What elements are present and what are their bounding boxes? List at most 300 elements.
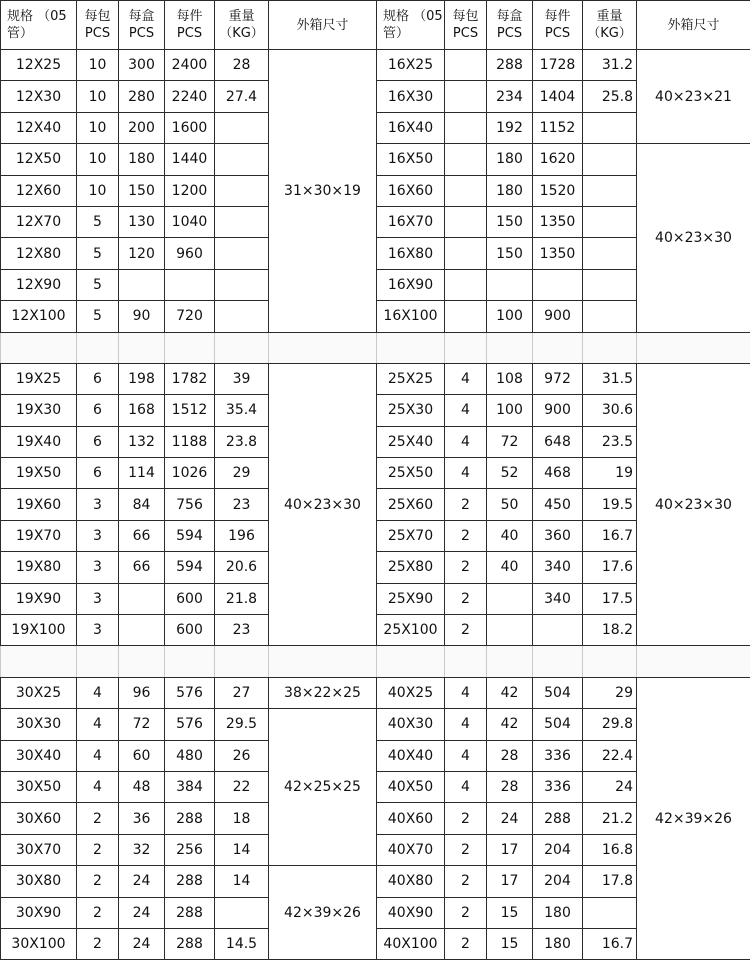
- separator-cell: [533, 332, 583, 363]
- per-box-cell: 168: [119, 395, 165, 426]
- weight-cell: 23.8: [215, 426, 269, 457]
- spec-cell: 30X40: [1, 740, 77, 771]
- per-box-cell: 120: [119, 238, 165, 269]
- per-pack-cell: [445, 175, 487, 206]
- header-per-pack: 每包PCS: [445, 1, 487, 50]
- weight-cell: 19.5: [583, 489, 637, 520]
- carton-size-cell: 31×30×19: [269, 50, 377, 333]
- separator-cell: [445, 646, 487, 677]
- spec-cell: 16X60: [377, 175, 445, 206]
- per-pack-cell: 2: [445, 866, 487, 897]
- weight-cell: 22: [215, 771, 269, 802]
- weight-cell: 27: [215, 677, 269, 708]
- separator-cell: [77, 646, 119, 677]
- per-pack-cell: 4: [445, 458, 487, 489]
- separator-cell: [165, 332, 215, 363]
- per-box-cell: 150: [487, 206, 533, 237]
- separator-row: [1, 646, 750, 677]
- per-carton-cell: 288: [533, 803, 583, 834]
- separator-cell: [637, 332, 750, 363]
- separator-cell: [487, 332, 533, 363]
- per-carton-cell: [533, 269, 583, 300]
- per-carton-cell: 204: [533, 866, 583, 897]
- per-carton-cell: 288: [165, 928, 215, 959]
- per-carton-cell: 648: [533, 426, 583, 457]
- per-box-cell: 90: [119, 301, 165, 332]
- per-box-cell: [119, 615, 165, 646]
- separator-cell: [377, 646, 445, 677]
- per-pack-cell: 2: [445, 489, 487, 520]
- per-box-cell: 96: [119, 677, 165, 708]
- spec-cell: 25X80: [377, 552, 445, 583]
- per-box-cell: 24: [487, 803, 533, 834]
- weight-cell: 23.5: [583, 426, 637, 457]
- weight-cell: 14: [215, 834, 269, 865]
- per-carton-cell: 1782: [165, 363, 215, 394]
- separator-cell: [165, 646, 215, 677]
- spec-cell: 25X100: [377, 615, 445, 646]
- weight-cell: 29: [215, 458, 269, 489]
- per-box-cell: 132: [119, 426, 165, 457]
- per-carton-cell: 480: [165, 740, 215, 771]
- per-box-cell: 52: [487, 458, 533, 489]
- spec-cell: 16X30: [377, 81, 445, 112]
- separator-row: [1, 332, 750, 363]
- per-carton-cell: 1404: [533, 81, 583, 112]
- per-box-cell: 40: [487, 520, 533, 551]
- per-pack-cell: 2: [445, 520, 487, 551]
- per-box-cell: 72: [487, 426, 533, 457]
- per-carton-cell: 960: [165, 238, 215, 269]
- weight-cell: 14: [215, 866, 269, 897]
- per-carton-cell: 600: [165, 615, 215, 646]
- per-carton-cell: 1440: [165, 144, 215, 175]
- per-pack-cell: 2: [77, 866, 119, 897]
- spec-cell: 40X90: [377, 897, 445, 928]
- per-box-cell: 192: [487, 112, 533, 143]
- header-per-box: 每盒PCS: [487, 1, 533, 50]
- weight-cell: 26: [215, 740, 269, 771]
- per-carton-cell: 2240: [165, 81, 215, 112]
- per-box-cell: 24: [119, 928, 165, 959]
- per-pack-cell: 2: [445, 897, 487, 928]
- spec-cell: 19X25: [1, 363, 77, 394]
- weight-cell: 22.4: [583, 740, 637, 771]
- spec-cell: 25X40: [377, 426, 445, 457]
- per-box-cell: 66: [119, 552, 165, 583]
- per-box-cell: [487, 269, 533, 300]
- per-pack-cell: 5: [77, 238, 119, 269]
- per-pack-cell: 3: [77, 520, 119, 551]
- per-carton-cell: 1728: [533, 50, 583, 81]
- per-pack-cell: 2: [445, 552, 487, 583]
- weight-cell: 21.2: [583, 803, 637, 834]
- separator-cell: [215, 646, 269, 677]
- per-pack-cell: [445, 206, 487, 237]
- per-pack-cell: 10: [77, 50, 119, 81]
- per-carton-cell: 340: [533, 583, 583, 614]
- per-box-cell: 28: [487, 771, 533, 802]
- weight-cell: 19: [583, 458, 637, 489]
- weight-cell: [583, 144, 637, 175]
- per-box-cell: 24: [119, 897, 165, 928]
- per-carton-cell: 1152: [533, 112, 583, 143]
- weight-cell: 24: [583, 771, 637, 802]
- weight-cell: 18: [215, 803, 269, 834]
- weight-cell: 30.6: [583, 395, 637, 426]
- per-box-cell: 108: [487, 363, 533, 394]
- weight-cell: [215, 144, 269, 175]
- spec-cell: 30X60: [1, 803, 77, 834]
- spec-cell: 12X30: [1, 81, 77, 112]
- per-box-cell: 198: [119, 363, 165, 394]
- per-carton-cell: 1512: [165, 395, 215, 426]
- per-box-cell: 42: [487, 677, 533, 708]
- per-carton-cell: 336: [533, 740, 583, 771]
- weight-cell: 16.7: [583, 520, 637, 551]
- weight-cell: 16.8: [583, 834, 637, 865]
- per-carton-cell: 972: [533, 363, 583, 394]
- weight-cell: [215, 301, 269, 332]
- separator-cell: [1, 332, 77, 363]
- per-carton-cell: 756: [165, 489, 215, 520]
- weight-cell: 29.5: [215, 709, 269, 740]
- per-carton-cell: [165, 269, 215, 300]
- per-pack-cell: 10: [77, 144, 119, 175]
- per-carton-cell: 900: [533, 395, 583, 426]
- per-pack-cell: [445, 112, 487, 143]
- per-carton-cell: 594: [165, 520, 215, 551]
- spec-cell: 19X60: [1, 489, 77, 520]
- table-row: [1, 363, 750, 394]
- spec-cell: 30X25: [1, 677, 77, 708]
- header-spec: 规格 （05管）: [1, 1, 77, 50]
- per-pack-cell: [445, 144, 487, 175]
- per-box-cell: 40: [487, 552, 533, 583]
- spec-cell: 19X40: [1, 426, 77, 457]
- per-pack-cell: 2: [77, 834, 119, 865]
- weight-cell: 17.6: [583, 552, 637, 583]
- per-carton-cell: 360: [533, 520, 583, 551]
- spec-cell: 25X25: [377, 363, 445, 394]
- spec-cell: 30X70: [1, 834, 77, 865]
- separator-cell: [487, 646, 533, 677]
- per-pack-cell: 2: [77, 803, 119, 834]
- per-carton-cell: 1350: [533, 238, 583, 269]
- per-pack-cell: 4: [77, 740, 119, 771]
- separator-cell: [583, 646, 637, 677]
- per-pack-cell: 6: [77, 426, 119, 457]
- weight-cell: [215, 112, 269, 143]
- header-per-carton: 每件PCS: [165, 1, 215, 50]
- per-pack-cell: 5: [77, 269, 119, 300]
- header-weight: 重量（KG）: [583, 1, 637, 50]
- carton-size-cell: 40×23×30: [637, 144, 750, 332]
- spec-cell: 16X50: [377, 144, 445, 175]
- per-pack-cell: [445, 50, 487, 81]
- weight-cell: 31.2: [583, 50, 637, 81]
- header-weight: 重量（KG）: [215, 1, 269, 50]
- per-pack-cell: 2: [445, 928, 487, 959]
- per-pack-cell: 5: [77, 301, 119, 332]
- weight-cell: 29: [583, 677, 637, 708]
- per-carton-cell: 450: [533, 489, 583, 520]
- weight-cell: 16.7: [583, 928, 637, 959]
- per-pack-cell: 5: [77, 206, 119, 237]
- carton-size-cell: 40×23×30: [637, 363, 750, 646]
- per-box-cell: 300: [119, 50, 165, 81]
- per-carton-cell: 594: [165, 552, 215, 583]
- per-pack-cell: 4: [445, 395, 487, 426]
- per-box-cell: 288: [487, 50, 533, 81]
- spec-cell: 40X80: [377, 866, 445, 897]
- per-pack-cell: 4: [77, 771, 119, 802]
- spec-cell: 19X80: [1, 552, 77, 583]
- per-box-cell: [119, 269, 165, 300]
- spec-cell: 12X100: [1, 301, 77, 332]
- per-carton-cell: 1350: [533, 206, 583, 237]
- per-box-cell: 234: [487, 81, 533, 112]
- spec-cell: 12X80: [1, 238, 77, 269]
- separator-cell: [269, 646, 377, 677]
- header-per-box: 每盒PCS: [119, 1, 165, 50]
- per-carton-cell: 384: [165, 771, 215, 802]
- per-carton-cell: 1620: [533, 144, 583, 175]
- spec-cell: 16X70: [377, 206, 445, 237]
- per-box-cell: 100: [487, 395, 533, 426]
- spec-cell: 16X100: [377, 301, 445, 332]
- weight-cell: [215, 175, 269, 206]
- weight-cell: 20.6: [215, 552, 269, 583]
- weight-cell: [583, 269, 637, 300]
- spec-cell: 40X40: [377, 740, 445, 771]
- separator-cell: [119, 646, 165, 677]
- per-box-cell: 15: [487, 897, 533, 928]
- per-box-cell: 180: [487, 144, 533, 175]
- per-pack-cell: 4: [445, 709, 487, 740]
- weight-cell: [215, 269, 269, 300]
- spec-cell: 12X90: [1, 269, 77, 300]
- weight-cell: [215, 206, 269, 237]
- spec-cell: 30X100: [1, 928, 77, 959]
- header-row: [1, 1, 750, 50]
- header-per-pack: 每包PCS: [77, 1, 119, 50]
- table-row: [1, 677, 750, 708]
- spec-cell: 40X70: [377, 834, 445, 865]
- per-carton-cell: 576: [165, 709, 215, 740]
- per-carton-cell: 504: [533, 709, 583, 740]
- per-carton-cell: 1520: [533, 175, 583, 206]
- per-pack-cell: [445, 238, 487, 269]
- per-carton-cell: 288: [165, 803, 215, 834]
- spec-cell: 40X25: [377, 677, 445, 708]
- per-box-cell: 72: [119, 709, 165, 740]
- weight-cell: [583, 238, 637, 269]
- per-pack-cell: 6: [77, 458, 119, 489]
- weight-cell: 196: [215, 520, 269, 551]
- per-box-cell: [487, 583, 533, 614]
- weight-cell: [583, 206, 637, 237]
- per-pack-cell: 2: [77, 928, 119, 959]
- per-box-cell: 24: [119, 866, 165, 897]
- per-carton-cell: 504: [533, 677, 583, 708]
- separator-cell: [377, 332, 445, 363]
- per-pack-cell: 3: [77, 583, 119, 614]
- per-carton-cell: 1040: [165, 206, 215, 237]
- spec-cell: 16X90: [377, 269, 445, 300]
- per-pack-cell: 10: [77, 112, 119, 143]
- per-pack-cell: 4: [445, 426, 487, 457]
- per-pack-cell: 4: [445, 677, 487, 708]
- header-carton-size: 外箱尺寸: [269, 1, 377, 50]
- separator-cell: [533, 646, 583, 677]
- header-carton-size: 外箱尺寸: [637, 1, 750, 50]
- weight-cell: 23: [215, 615, 269, 646]
- carton-size-cell: 42×25×25: [269, 709, 377, 866]
- weight-cell: [583, 897, 637, 928]
- spec-cell: 40X30: [377, 709, 445, 740]
- spec-cell: 16X40: [377, 112, 445, 143]
- per-carton-cell: 576: [165, 677, 215, 708]
- per-carton-cell: [533, 615, 583, 646]
- per-box-cell: 50: [487, 489, 533, 520]
- per-box-cell: 60: [119, 740, 165, 771]
- spec-cell: 25X30: [377, 395, 445, 426]
- weight-cell: 25.8: [583, 81, 637, 112]
- header-spec: 规格 （05管）: [377, 1, 445, 50]
- spec-cell: 19X30: [1, 395, 77, 426]
- spec-cell: 30X90: [1, 897, 77, 928]
- carton-size-cell: 42×39×26: [637, 677, 750, 960]
- spec-cell: 12X70: [1, 206, 77, 237]
- spec-cell: 25X90: [377, 583, 445, 614]
- weight-cell: [583, 112, 637, 143]
- carton-size-cell: 42×39×26: [269, 866, 377, 960]
- weight-cell: 39: [215, 363, 269, 394]
- per-pack-cell: 6: [77, 363, 119, 394]
- per-box-cell: 66: [119, 520, 165, 551]
- per-pack-cell: 10: [77, 81, 119, 112]
- separator-cell: [1, 646, 77, 677]
- table-row: [1, 50, 750, 81]
- per-carton-cell: 288: [165, 866, 215, 897]
- spec-cell: 19X50: [1, 458, 77, 489]
- weight-cell: 27.4: [215, 81, 269, 112]
- per-carton-cell: 180: [533, 897, 583, 928]
- per-box-cell: [119, 583, 165, 614]
- per-box-cell: 15: [487, 928, 533, 959]
- weight-cell: 17.5: [583, 583, 637, 614]
- per-carton-cell: 288: [165, 897, 215, 928]
- weight-cell: [583, 175, 637, 206]
- spec-cell: 12X60: [1, 175, 77, 206]
- per-pack-cell: 4: [445, 363, 487, 394]
- per-pack-cell: 6: [77, 395, 119, 426]
- spec-cell: 19X90: [1, 583, 77, 614]
- spec-cell: 25X50: [377, 458, 445, 489]
- per-box-cell: 48: [119, 771, 165, 802]
- weight-cell: [583, 301, 637, 332]
- weight-cell: [215, 897, 269, 928]
- spec-cell: 16X80: [377, 238, 445, 269]
- per-pack-cell: 3: [77, 615, 119, 646]
- per-box-cell: 200: [119, 112, 165, 143]
- per-pack-cell: 4: [77, 709, 119, 740]
- per-box-cell: 150: [119, 175, 165, 206]
- per-pack-cell: [445, 81, 487, 112]
- per-pack-cell: 4: [77, 677, 119, 708]
- weight-cell: [215, 238, 269, 269]
- spec-cell: 30X50: [1, 771, 77, 802]
- weight-cell: 18.2: [583, 615, 637, 646]
- per-pack-cell: 3: [77, 552, 119, 583]
- per-pack-cell: [445, 301, 487, 332]
- per-pack-cell: 3: [77, 489, 119, 520]
- carton-size-cell: 40×23×30: [269, 363, 377, 646]
- per-carton-cell: 1600: [165, 112, 215, 143]
- per-box-cell: [487, 615, 533, 646]
- weight-cell: 35.4: [215, 395, 269, 426]
- spec-cell: 19X70: [1, 520, 77, 551]
- per-carton-cell: 468: [533, 458, 583, 489]
- weight-cell: 14.5: [215, 928, 269, 959]
- per-carton-cell: 2400: [165, 50, 215, 81]
- per-box-cell: 17: [487, 834, 533, 865]
- per-box-cell: 114: [119, 458, 165, 489]
- per-box-cell: 100: [487, 301, 533, 332]
- per-box-cell: 180: [119, 144, 165, 175]
- per-box-cell: 84: [119, 489, 165, 520]
- per-box-cell: 280: [119, 81, 165, 112]
- per-pack-cell: [445, 269, 487, 300]
- per-box-cell: 28: [487, 740, 533, 771]
- per-carton-cell: 1200: [165, 175, 215, 206]
- per-pack-cell: 2: [77, 897, 119, 928]
- per-carton-cell: 340: [533, 552, 583, 583]
- separator-cell: [119, 332, 165, 363]
- per-box-cell: 130: [119, 206, 165, 237]
- per-carton-cell: 204: [533, 834, 583, 865]
- weight-cell: 28: [215, 50, 269, 81]
- weight-cell: 17.8: [583, 866, 637, 897]
- weight-cell: 31.5: [583, 363, 637, 394]
- per-carton-cell: 180: [533, 928, 583, 959]
- spec-cell: 40X100: [377, 928, 445, 959]
- spec-cell: 19X100: [1, 615, 77, 646]
- per-carton-cell: 900: [533, 301, 583, 332]
- per-carton-cell: 600: [165, 583, 215, 614]
- per-carton-cell: 336: [533, 771, 583, 802]
- carton-size-cell: 38×22×25: [269, 677, 377, 708]
- per-pack-cell: 2: [445, 803, 487, 834]
- per-box-cell: 180: [487, 175, 533, 206]
- per-box-cell: 150: [487, 238, 533, 269]
- per-carton-cell: 720: [165, 301, 215, 332]
- spec-cell: 30X80: [1, 866, 77, 897]
- per-pack-cell: 4: [445, 740, 487, 771]
- per-carton-cell: 1188: [165, 426, 215, 457]
- separator-cell: [269, 332, 377, 363]
- spec-cell: 25X70: [377, 520, 445, 551]
- spec-cell: 12X40: [1, 112, 77, 143]
- separator-cell: [637, 646, 750, 677]
- per-pack-cell: 2: [445, 834, 487, 865]
- spec-cell: 12X50: [1, 144, 77, 175]
- per-box-cell: 17: [487, 866, 533, 897]
- per-box-cell: 32: [119, 834, 165, 865]
- per-pack-cell: 10: [77, 175, 119, 206]
- spec-cell: 40X50: [377, 771, 445, 802]
